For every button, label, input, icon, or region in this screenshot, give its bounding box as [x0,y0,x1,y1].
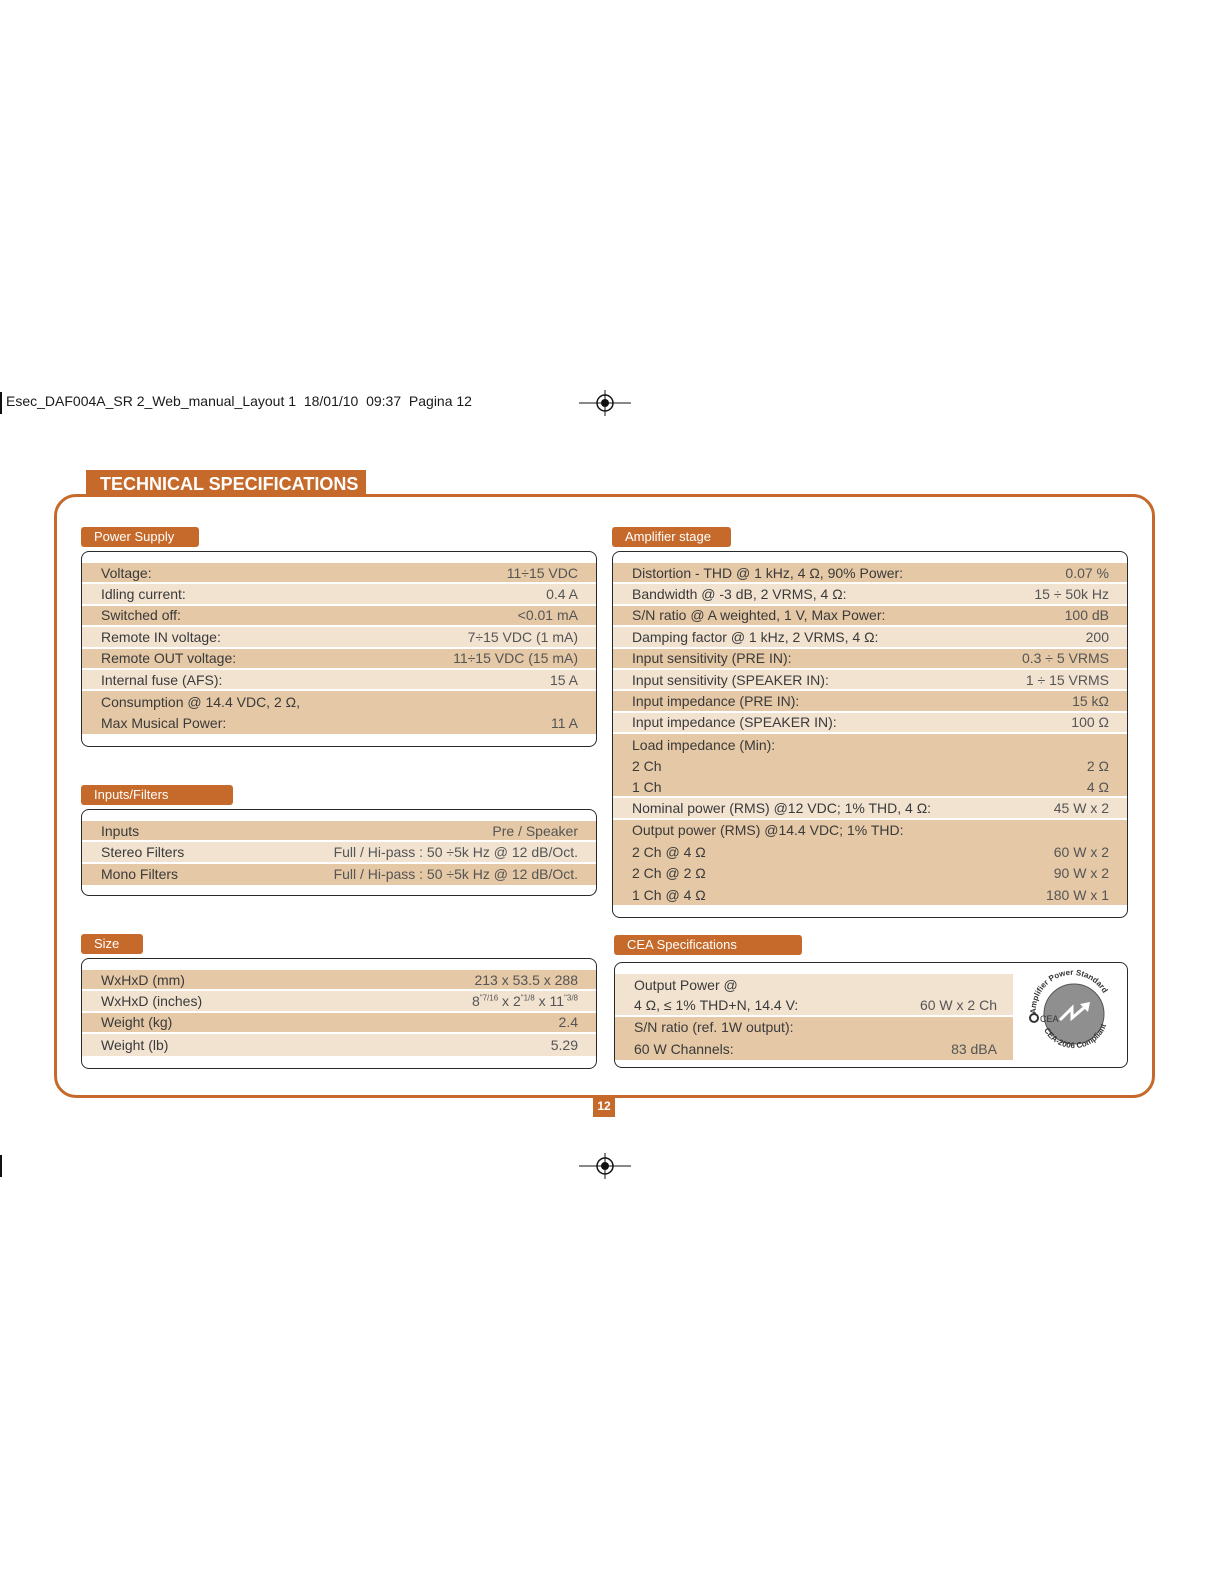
table-row: Remote IN voltage: 7÷15 VDC (1 mA) [82,627,596,648]
amplifier-stage-table [612,551,1128,918]
table-row: Idling current: 0.4 A [82,584,596,605]
dimensions-inches: $8^{"7/16}$ x $2^{"1/8}$ x $11^{"3/8}$ [471,993,578,1010]
inputs-filters-heading: Inputs/Filters [81,785,233,805]
table-row: Output Power @ [615,974,1013,995]
table-row: Nominal power (RMS) @12 VDC; 1% THD, 4 Ω: 45 W x 2 [613,798,1127,819]
table-row: 2 Ch @ 4 Ω 60 W x 2 [613,841,1127,862]
svg-text:CEA: CEA [1040,1014,1059,1024]
power-supply-heading: Power Supply [81,527,199,547]
table-row: Mono Filters Full / Hi-pass : 50 ÷5k Hz @ 12 dB/Oct. [82,864,596,885]
size-heading: Size [81,934,143,954]
table-row: S/N ratio (ref. 1W output): [615,1017,1013,1038]
table-row: Switched off: <0.01 mA [82,606,596,627]
table-row: 2 Ch @ 2 Ω 90 W x 2 [613,862,1127,883]
table-row: Stereo Filters Full / Hi-pass : 50 ÷5k Hz @ 12 dB/Oct. [82,842,596,863]
svg-text:Amplifier Power Standard: Amplifier Power Standard [1028,968,1110,1015]
table-row: Voltage: 11÷15 VDC [82,563,596,584]
table-row: WxHxD (inches) $8^{"7/16}$ x $2^{"1/8}$ x $11^{"3/8}$ [82,991,596,1012]
table-row: Remote OUT voltage: 11÷15 VDC (15 mA) [82,649,596,670]
page-title: TECHNICAL SPECIFICATIONS [86,470,366,496]
table-row: Load impedance (Min): [613,734,1127,755]
amplifier-stage-heading: Amplifier stage [612,527,731,547]
table-row: Damping factor @ 1 kHz, 2 VRMS, 4 Ω: 200 [613,627,1127,648]
registration-mark-top [579,390,631,416]
table-row: 1 Ch 4 Ω [613,777,1127,798]
table-row: 60 W Channels: 83 dBA [615,1038,1013,1059]
table-row: 4 Ω, ≤ 1% THD+N, 14.4 V: 60 W x 2 Ch [615,995,1013,1016]
registration-mark-bottom [579,1153,631,1179]
table-row: Output power (RMS) @14.4 VDC; 1% THD: [613,820,1127,841]
table-row: Input sensitivity (PRE IN): 0.3 ÷ 5 VRMS [613,649,1127,670]
table-row: Input impedance (PRE IN): 15 kΩ [613,691,1127,712]
table-row: Max Musical Power: 11 A [82,713,596,734]
crop-mark-bottom [0,1155,2,1177]
svg-text:CEA-2006 Compliant: CEA-2006 Compliant [1042,1022,1109,1051]
inputs-filters-table [81,809,597,896]
table-row: Internal fuse (AFS): 15 A [82,670,596,691]
crop-mark-top [0,392,2,414]
table-row: WxHxD (mm) 213 x 53.5 x 288 [82,970,596,991]
table-row: Distortion - THD @ 1 kHz, 4 Ω, 90% Power: 0.07 % [613,563,1127,584]
table-row: Input sensitivity (SPEAKER IN): 1 ÷ 15 VRMS [613,670,1127,691]
page-number: 12 [593,1095,615,1117]
cea-2006-compliant-logo [1024,968,1116,1056]
table-row: Bandwidth @ -3 dB, 2 VRMS, 4 Ω: 15 ÷ 50k Hz [613,584,1127,605]
file-slug: Esec_DAF004A_SR 2_Web_manual_Layout 1 18/01/10 09:37 Pagina 12 [6,393,472,409]
table-row: 1 Ch @ 4 Ω 180 W x 1 [613,884,1127,905]
cea-heading: CEA Specifications [614,935,802,955]
table-row: Input impedance (SPEAKER IN): 100 Ω [613,713,1127,734]
table-row: Weight (lb) 5.29 [82,1034,596,1055]
power-supply-table [81,551,597,747]
size-table [81,958,597,1069]
table-row: 2 Ch 2 Ω [613,756,1127,777]
table-row: S/N ratio @ A weighted, 1 V, Max Power: 100 dB [613,606,1127,627]
table-row: Consumption @ 14.4 VDC, 2 Ω, [82,691,596,712]
table-row: Weight (kg) 2.4 [82,1013,596,1034]
table-row: Inputs Pre / Speaker [82,821,596,842]
